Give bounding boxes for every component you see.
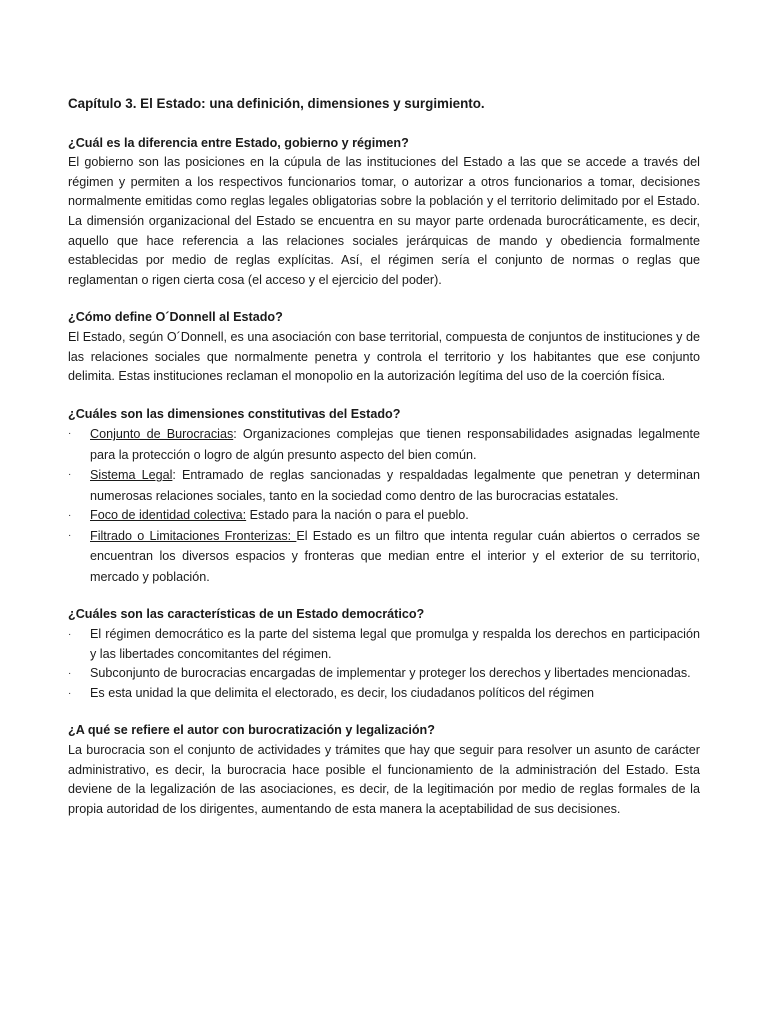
section-question: ¿Cuál es la diferencia entre Estado, gobierno y régimen? [68, 135, 409, 150]
term-label: Sistema Legal [90, 468, 173, 483]
bullet-icon: · [68, 469, 72, 481]
item-text: El Estado es un filtro que intenta regular cuán abiertos o cerrados se encuentran los diversos espacios y fronteras que median entre el interior y el exterior de su territorio, mercado y población. [90, 528, 700, 584]
bullet-icon: · [68, 687, 72, 699]
list-item [68, 664, 700, 684]
list-item [68, 526, 700, 588]
term-label: Filtrado o Limitaciones Fronterizas: [90, 528, 297, 543]
section-question: ¿Cuáles son las características de un Estado democrático? [68, 607, 425, 622]
list-item [68, 506, 700, 526]
item-text: Es esta unidad la que delimita el electorado, es decir, los ciudadanos políticos del régimen [90, 685, 595, 700]
bullet-icon: · [68, 668, 72, 680]
section-question: ¿Cómo define O´Donnell al Estado? [68, 310, 283, 325]
characteristics-list [68, 625, 700, 703]
section-question: ¿Cuáles son las dimensiones constitutivas del Estado? [68, 406, 401, 421]
section-answer: El Estado, según O´Donnell, es una asociación con base territorial, compuesta de conjuntos de instituciones y de las relaciones sociales que normalmente penetra y controla el territorio y los habitantes que ese conjunto delimita. Estas instituciones reclaman el monopolio en la autorización legítima del uso de la coerción física. [68, 329, 700, 384]
item-text: El régimen democrático es la parte del sistema legal que promulga y respalda los derechos en participación y las libertades concomitantes del régimen. [90, 627, 700, 661]
section-dimensiones [68, 405, 700, 588]
section-answer: El gobierno son las posiciones en la cúpula de las instituciones del Estado a las que se accede a través del régimen y permiten a los respectivos funcionarios tomar, o autorizar a otros funcionarios a tomar, decisiones normalmente emitidas como reglas legales obligatorias sobre la población y el territorio delimitado por el Estado. La dimensión organizacional del Estado se encuentra en su mayor parte ordenada burocráticamente, es decir, aquello que hace referencia a las relaciones sociales jerárquicas de mando y obediencia formalmente establecidas por medio de reglas explícitas. Así, el régimen sería el conjunto de normas o reglas que reglamentan o rigen cierta cosa (el acceso y el ejercicio del poder). [68, 155, 700, 287]
item-text: Estado para la nación o para el pueblo. [246, 508, 469, 523]
dimensions-list [68, 424, 700, 587]
bullet-icon: · [68, 629, 72, 640]
item-text: : Organizaciones complejas que tienen responsabilidades asignadas legalmente para la protección o logro de algún presunto aspecto del bien común. [90, 427, 700, 462]
bullet-icon: · [68, 510, 72, 522]
term-label: Foco de identidad colectiva: [90, 508, 247, 523]
section-question: ¿A qué se refiere el autor con burocratización y legalización? [68, 723, 435, 738]
section-estado-gobierno-regimen [68, 134, 700, 291]
section-odonnell-estado [68, 308, 700, 386]
list-item [68, 625, 700, 664]
list-item [68, 424, 700, 465]
chapter-title: Capítulo 3. El Estado: una definición, dimensiones y surgimiento. [68, 96, 485, 111]
bullet-icon: · [68, 529, 72, 541]
bullet-icon: · [68, 428, 72, 440]
list-item [68, 465, 700, 506]
section-estado-democratico [68, 605, 700, 703]
section-burocratizacion-legalizacion [68, 721, 700, 819]
item-text: : Entramado de reglas sancionadas y respaldadas legalmente que penetran y determinan numerosas relaciones sociales, tanto en la sociedad como dentro de las burocracias estatales. [90, 468, 700, 503]
document-body [68, 94, 700, 837]
section-answer: La burocracia son el conjunto de actividades y trámites que hay que seguir para resolver un asunto de carácter administrativo, es decir, la burocracia hace posible el funcionamiento de la administración del Estado. Esta deviene de la legalización de las asociaciones, es decir, de la legitimación por medio de reglas formales de la propia autoridad de los dirigentes, aumentando de esta manera la aceptabilidad de sus decisiones. [68, 742, 700, 816]
term-label: Conjunto de Burocracias [90, 427, 234, 442]
item-text: Subconjunto de burocracias encargadas de implementar y proteger los derechos y libertades mencionadas. [90, 666, 691, 681]
list-item [68, 684, 700, 704]
